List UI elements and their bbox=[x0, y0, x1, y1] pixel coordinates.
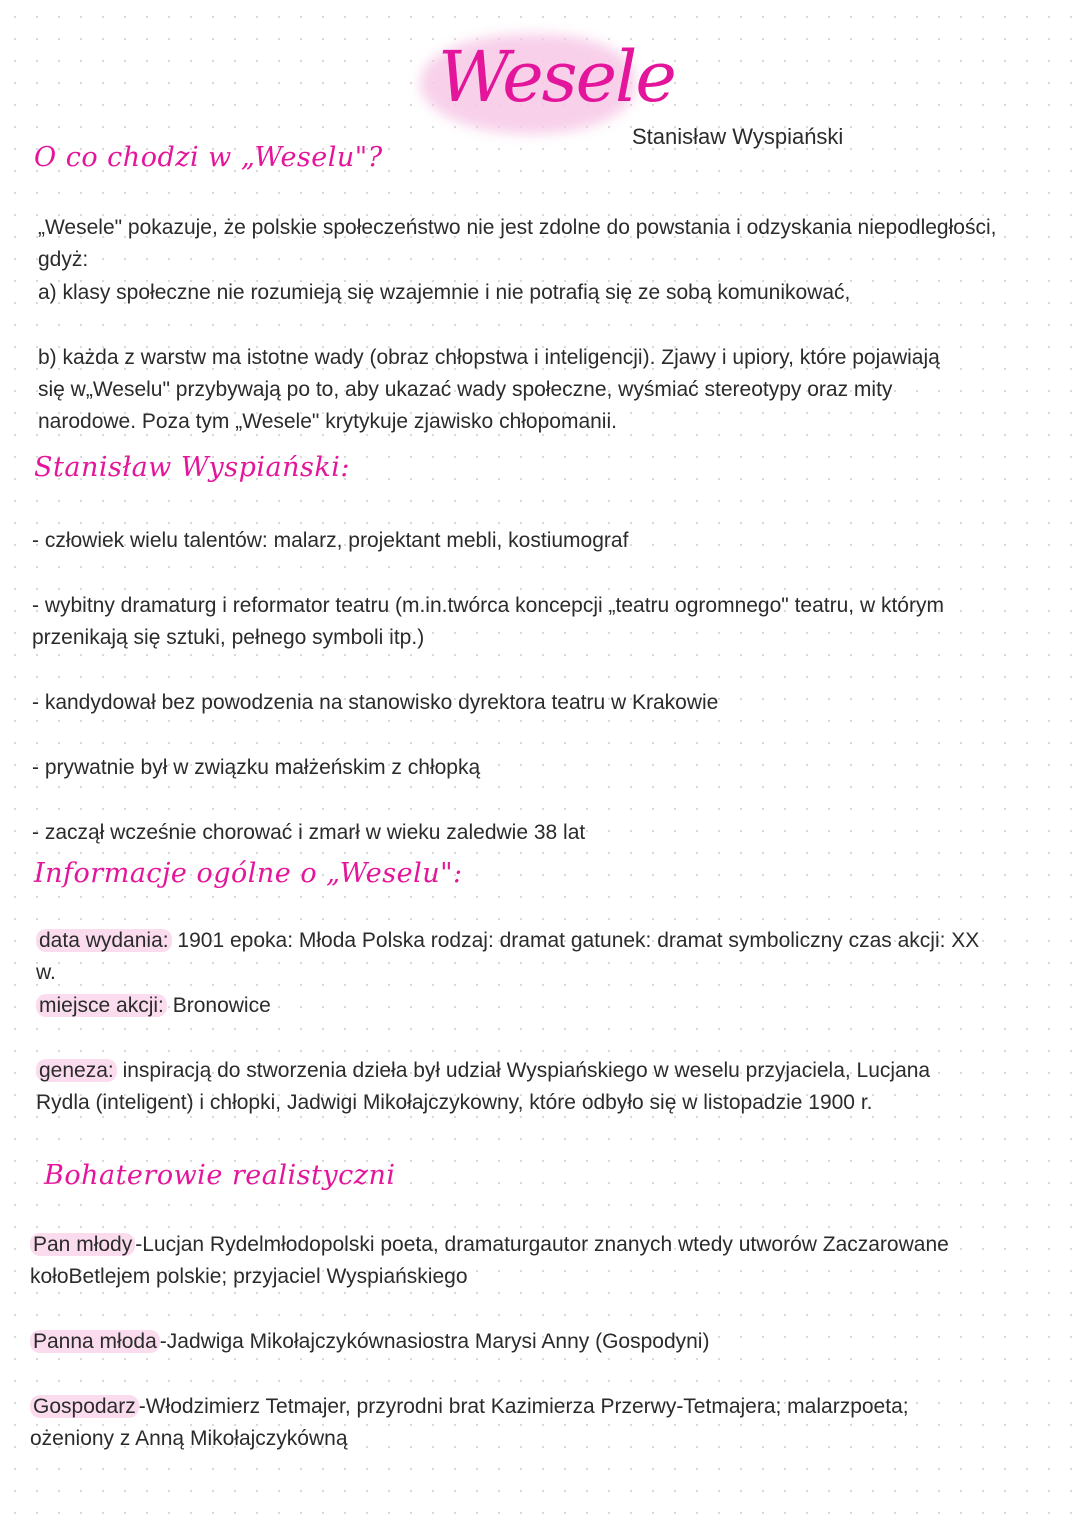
section-heading-author: Stanisław Wyspiański: bbox=[34, 452, 350, 483]
section-heading-characters: Bohaterowie realistyczni bbox=[44, 1160, 396, 1191]
genesis-label: geneza: bbox=[36, 1059, 117, 1082]
page-title: Wesele bbox=[438, 36, 675, 118]
character-label: Panna młoda bbox=[30, 1330, 160, 1353]
author-fact-4: - prywatnie był w związku małżeńskim z chłopką bbox=[32, 756, 481, 779]
genesis-info bbox=[36, 1055, 986, 1119]
intro-text: „Wesele" pokazuje, że polskie społeczeństwo nie jest zdolne do powstania i odzyskania niepodległości, gdyż: bbox=[38, 216, 997, 271]
section-heading-general-info: Informacje ogólne o „Weselu": bbox=[34, 858, 463, 889]
author-fact-2: - wybitny dramaturg i reformator teatru (m.in.twórca koncepcji „teatru ogromnego" teatru, w którym przenikają się sztuki, pełnego symboli itp.) bbox=[32, 594, 944, 649]
date-label: data wydania: bbox=[36, 929, 172, 952]
character-label: Pan młody bbox=[30, 1233, 135, 1256]
place-label: miejsce akcji: bbox=[36, 994, 167, 1017]
date-rest: 1901 epoka: Młoda Polska rodzaj: dramat gatunek: dramat symboliczny czas akcji: XX w. bbox=[36, 929, 980, 984]
character-row bbox=[30, 1229, 970, 1293]
character-desc: -Włodzimierz Tetmajer, przyrodni brat Kazimierza Przerwy-Tetmajera; malarzpoeta; ożeniony z Anną Mikołajczykówną bbox=[30, 1395, 909, 1450]
point-a: a) klasy społeczne nie rozumieją się wzajemnie i nie potrafią się ze sobą komunikować, bbox=[38, 281, 851, 304]
character-row bbox=[30, 1326, 990, 1358]
point-b: b) każda z warstw ma istotne wady (obraz chłopstwa i inteligencji). Zjawy i upiory, które pojawiają się w„Weselu" przybywają po to, aby ukazać wady społeczne, wyśmiać stereotypy oraz mity narodowe. Poza tym „Wesele" krytykuje zjawisko chłopomanii. bbox=[38, 346, 940, 433]
publication-info bbox=[36, 925, 996, 989]
character-desc: -Jadwiga Mikołajczykównasiostra Marysi Anny (Gospodyni) bbox=[159, 1330, 710, 1353]
character-desc: -Lucjan Rydelmłodopolski poeta, dramaturgautor znanych wtedy utworów Zaczarowane kołoBetlejem polskie; przyjaciel Wyspiańskiego bbox=[30, 1233, 949, 1288]
section-heading-plot: O co chodzi w „Weselu"? bbox=[34, 142, 383, 173]
author-fact-1: - człowiek wielu talentów: malarz, projektant mebli, kostiumograf bbox=[32, 529, 629, 552]
character-row bbox=[30, 1391, 970, 1455]
author-fact-3: - kandydował bez powodzenia na stanowisko dyrektora teatru w Krakowie bbox=[32, 691, 719, 714]
place-rest: Bronowice bbox=[166, 994, 271, 1017]
author-fact-5: - zaczął wcześnie chorować i zmarł w wieku zaledwie 38 lat bbox=[32, 821, 586, 844]
character-label: Gospodarz bbox=[30, 1395, 139, 1418]
place-info bbox=[36, 990, 996, 1022]
author-name: Stanisław Wyspiański bbox=[632, 124, 844, 149]
title-block bbox=[420, 28, 675, 138]
genesis-rest: inspiracją do stworzenia dzieła był udział Wyspiańskiego w weselu przyjaciela, Lucjana Rydla (inteligent) i chłopki, Jadwigi Mikołajczykowny, które odbyło się w listopadzie 1900 r. bbox=[36, 1059, 931, 1114]
